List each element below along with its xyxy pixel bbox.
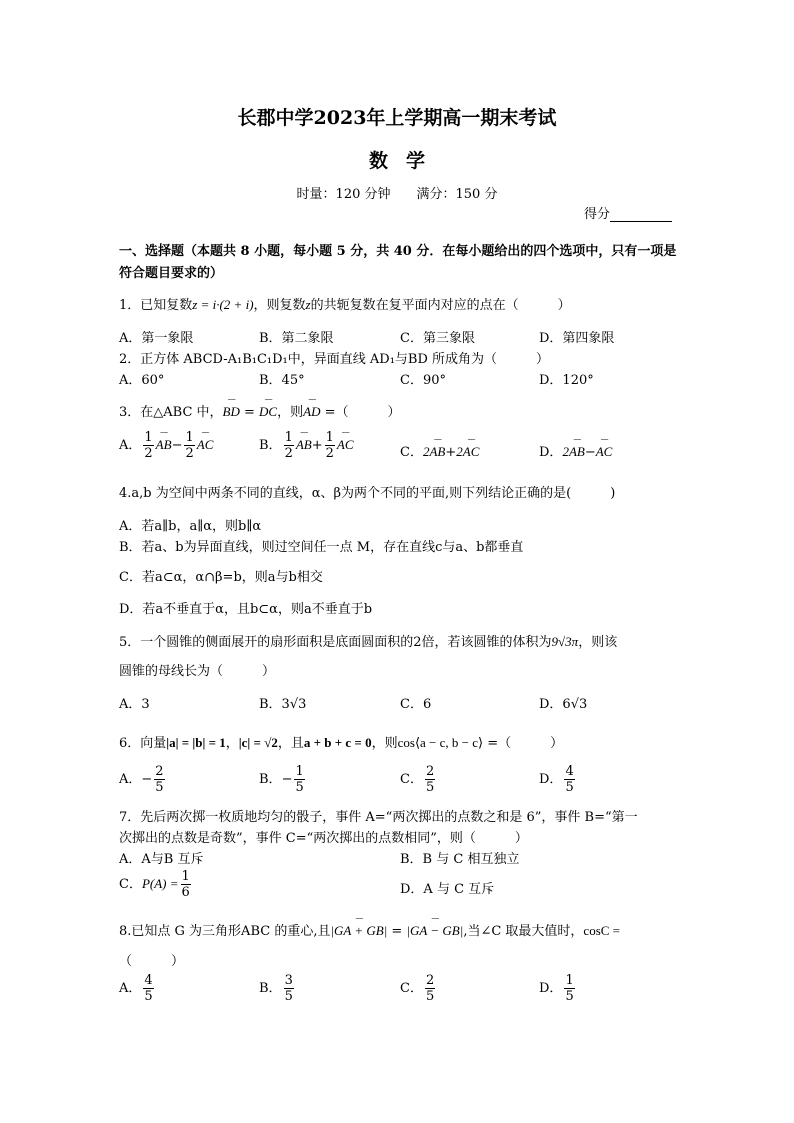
q3-a-minus: − — [171, 438, 183, 453]
q3-option-a-label: A． — [119, 438, 142, 453]
score-label: 得分 — [584, 207, 611, 222]
q3-b-frac-1 — [284, 430, 294, 461]
q7-c-formula: P(A) = — [141, 876, 179, 891]
q8-option-c — [400, 973, 437, 1004]
q6-cond-2: |c| = √2 — [238, 735, 278, 750]
q3-b-plus: + — [311, 438, 323, 453]
question-6-stem — [119, 732, 563, 751]
q5-volume: 9√3π — [551, 634, 579, 649]
q3-a-vec-ac: ⌢⌢ AC — [197, 437, 214, 453]
q8-a-frac — [143, 973, 153, 1004]
frac-den: 5 — [295, 780, 304, 795]
frac-num: 2 — [425, 764, 435, 779]
q3-text-a: 3．在△ABC 中， — [119, 405, 223, 420]
frac-den: 5 — [565, 989, 574, 1004]
q1-option-a: A．第一象限 — [119, 331, 194, 346]
q2-option-d: D．120° — [539, 373, 594, 388]
frac-den: 5 — [144, 989, 153, 1004]
q3-text-c: =（ ） — [320, 405, 401, 420]
q7-option-b: B．B 与 C 相互独立 — [400, 852, 520, 867]
q2-option-a: A．60° — [119, 373, 165, 388]
q5-option-b: B．3√3 — [259, 697, 307, 712]
q3-a-frac-1 — [143, 430, 153, 461]
q8-option-b-label: B． — [259, 981, 282, 996]
q2-option-b: B．45° — [259, 373, 305, 388]
q5-option-d: D．6√3 — [539, 697, 588, 712]
q6-option-c-label: C． — [400, 772, 423, 787]
subject-title: 数学 — [368, 150, 443, 172]
q6-sep: ， — [225, 736, 239, 751]
q3-d-vec-ac: ⌢⌢ AC — [596, 444, 613, 460]
q3-b-vec-ab: ⌢⌢ AB — [296, 437, 312, 453]
q3-option-d — [539, 441, 612, 460]
q6-b-neg: − — [281, 772, 293, 787]
q1-text-a: 1．已知复数 — [119, 298, 193, 313]
q6-option-c — [400, 764, 437, 795]
q6-text-d: =（ ） — [483, 736, 564, 751]
q3-a-vec-ab: ⌢⌢ AB — [156, 437, 172, 453]
question-3-stem — [119, 401, 401, 420]
question-1-stem — [119, 294, 571, 313]
score-blank — [610, 208, 672, 222]
q3-option-a — [119, 430, 213, 461]
q6-option-a-label: A． — [119, 772, 142, 787]
q3-c-coef-2: 2 — [456, 444, 463, 459]
q6-a-neg: − — [141, 772, 153, 787]
score-field — [584, 203, 672, 222]
q6-option-a — [119, 764, 167, 795]
q6-option-b-label: B． — [259, 772, 282, 787]
frac-num: 4 — [565, 764, 574, 779]
exam-title: 长郡中学2023年上学期高一期末考试 — [237, 107, 557, 129]
q3-option-b — [259, 430, 354, 461]
q3-option-b-label: B． — [259, 438, 282, 453]
question-5-line-1 — [119, 631, 617, 650]
q4-option-a: A．若a∥b，a∥α，则b∥α — [119, 519, 262, 534]
frac-den: 2 — [144, 446, 153, 461]
q8-expr-1: ⌢⌢ |GA + GB| — [330, 923, 387, 939]
frac-num: 4 — [144, 973, 153, 988]
question-8-line-2: （ ） — [119, 954, 185, 969]
q3-equals: = — [239, 405, 260, 420]
q7-option-d: D．A 与 C 互斥 — [400, 882, 495, 897]
q6-d-frac — [564, 764, 574, 795]
q3-option-c — [400, 441, 479, 460]
q3-c-vec-ab: ⌢⌢ AB — [429, 444, 445, 460]
q3-c-plus: + — [445, 445, 457, 460]
q1-option-c: C．第三象限 — [400, 331, 475, 346]
exam-meta: 时量：120 分钟 满分：150 分 — [296, 187, 498, 202]
q7-option-a: A．A与B 互斥 — [119, 852, 204, 867]
q1-formula: z = i·(2 + i) — [192, 297, 254, 312]
q8-option-b — [259, 973, 296, 1004]
frac-den: 5 — [284, 989, 293, 1004]
q4-option-c: C．若a⊂α，α∩β=b，则a与b相交 — [119, 570, 323, 585]
q7-c-frac — [181, 869, 191, 900]
frac-den: 6 — [181, 885, 190, 900]
q2-option-c: C．90° — [400, 373, 446, 388]
q5-option-c: C．6 — [400, 697, 432, 712]
q1-text-c: 的共轭复数在复平面内对应的点在（ ） — [310, 298, 571, 313]
q7-option-c — [119, 869, 193, 900]
q3-vector-bd: ⌢⌢ BD — [223, 404, 240, 420]
q8-expr-2: ⌢⌢ |GA − GB| — [406, 923, 463, 939]
q3-b-vec-ac: ⌢⌢ AC — [337, 437, 354, 453]
q6-cond-3: a + b + c = 0 — [303, 735, 372, 750]
q3-b-frac-2 — [325, 430, 335, 461]
q1-text-b: ，则复数 — [253, 298, 306, 313]
q8-text-b: ,当∠C 取最大值时， — [463, 924, 584, 939]
question-8-line-1 — [119, 920, 620, 939]
frac-num: 3 — [284, 973, 293, 988]
q3-d-coef: 2 — [562, 444, 569, 459]
frac-den: 2 — [284, 446, 293, 461]
q6-c-frac — [425, 764, 435, 795]
frac-den: 2 — [325, 446, 334, 461]
q5-text-a: 5．一个圆锥的侧面展开的扇形面积是底面圆面积的2倍，若该圆锥的体积为 — [119, 635, 552, 650]
question-5-line-2: 圆锥的母线长为（ ） — [119, 664, 276, 679]
q8-cos: cosC = — [583, 923, 621, 938]
frac-num: 1 — [295, 764, 304, 779]
question-4-stem: 4.a,b 为空间中两条不同的直线，α、β为两个不同的平面,则下列结论正确的是( ) — [119, 486, 616, 501]
q3-a-frac-2 — [184, 430, 194, 461]
q8-text-a: 8.已知点 G 为三角形ABC 的重心,且 — [119, 924, 331, 939]
q7-option-c-label: C． — [119, 877, 142, 892]
q6-text-b: ，且 — [277, 736, 304, 751]
frac-den: 5 — [425, 780, 435, 795]
q1-option-d: D．第四象限 — [539, 331, 615, 346]
question-7-line-2: 次掷出的点数是奇数”，事件 C=“两次掷出的点数相同”，则（ ） — [119, 831, 528, 846]
q6-b-frac — [294, 764, 304, 795]
question-2-stem: 2．正方体 ABCD-A₁B₁C₁D₁中，异面直线 AD₁与BD 所成角为（ ） — [119, 352, 550, 367]
section-heading: 一、选择题（本题共 8 小题，每小题 5 分，共 40 分．在每小题给出的四个选项中，只有一项是符合题目要求的） — [119, 244, 677, 281]
q6-option-d — [539, 764, 577, 795]
frac-num: 1 — [144, 430, 153, 445]
q6-text-c: ，则 — [371, 736, 398, 751]
q8-b-frac — [284, 973, 294, 1004]
frac-num: 1 — [325, 430, 334, 445]
frac-num: 1 — [181, 869, 190, 884]
q8-option-d-label: D． — [539, 981, 563, 996]
q1-var-z: z — [305, 297, 311, 312]
q6-cond-1: |a| = |b| = 1 — [166, 735, 226, 750]
frac-den: 5 — [565, 780, 574, 795]
q8-option-c-label: C． — [400, 981, 423, 996]
frac-den: 5 — [155, 780, 164, 795]
frac-num: 1 — [185, 430, 194, 445]
question-7-line-1: 7．先后两次掷一枚质地均匀的骰子，事件 A=“两次掷出的点数之和是 6”，事件 B=“第一 — [119, 810, 638, 825]
q3-d-vec-ab: ⌢⌢ AB — [569, 444, 585, 460]
q6-a-frac — [154, 764, 164, 795]
q3-vector-ad: ⌢⌢ AD — [303, 404, 320, 420]
q3-d-minus: − — [584, 445, 596, 460]
q5-text-b: ，则该 — [578, 635, 618, 650]
q3-vector-dc: ⌢⌢ DC — [259, 404, 277, 420]
q6-option-b — [259, 764, 307, 795]
frac-den: 2 — [185, 446, 194, 461]
frac-den: 5 — [425, 989, 435, 1004]
frac-num: 2 — [155, 764, 164, 779]
q8-option-d — [539, 973, 577, 1004]
q3-option-c-label: C． — [400, 445, 423, 460]
q8-c-frac — [425, 973, 435, 1004]
frac-num: 1 — [284, 430, 293, 445]
frac-num: 1 — [565, 973, 574, 988]
q5-option-a: A．3 — [119, 697, 150, 712]
q8-equals: = — [387, 924, 407, 939]
q4-option-b: B．若a、b为异面直线，则过空间任一点 M，存在直线c与a、b都垂直 — [119, 540, 524, 555]
q3-c-coef-1: 2 — [422, 444, 430, 459]
q4-option-d: D．若a不垂直于α，且b⊂α，则a不垂直于b — [119, 602, 373, 617]
q8-option-a — [119, 973, 156, 1004]
frac-num: 2 — [425, 973, 435, 988]
q3-text-b: ，则 — [277, 405, 304, 420]
q1-option-b: B．第二象限 — [259, 331, 334, 346]
q6-text-a: 6．向量 — [119, 736, 167, 751]
q6-option-d-label: D． — [539, 772, 563, 787]
q6-target: cos⟨a − c, b − c⟩ — [397, 735, 484, 750]
q8-d-frac — [564, 973, 574, 1004]
q8-option-a-label: A． — [119, 981, 142, 996]
q3-option-d-label: D． — [539, 445, 563, 460]
q3-c-vec-ac: ⌢⌢ AC — [463, 444, 480, 460]
